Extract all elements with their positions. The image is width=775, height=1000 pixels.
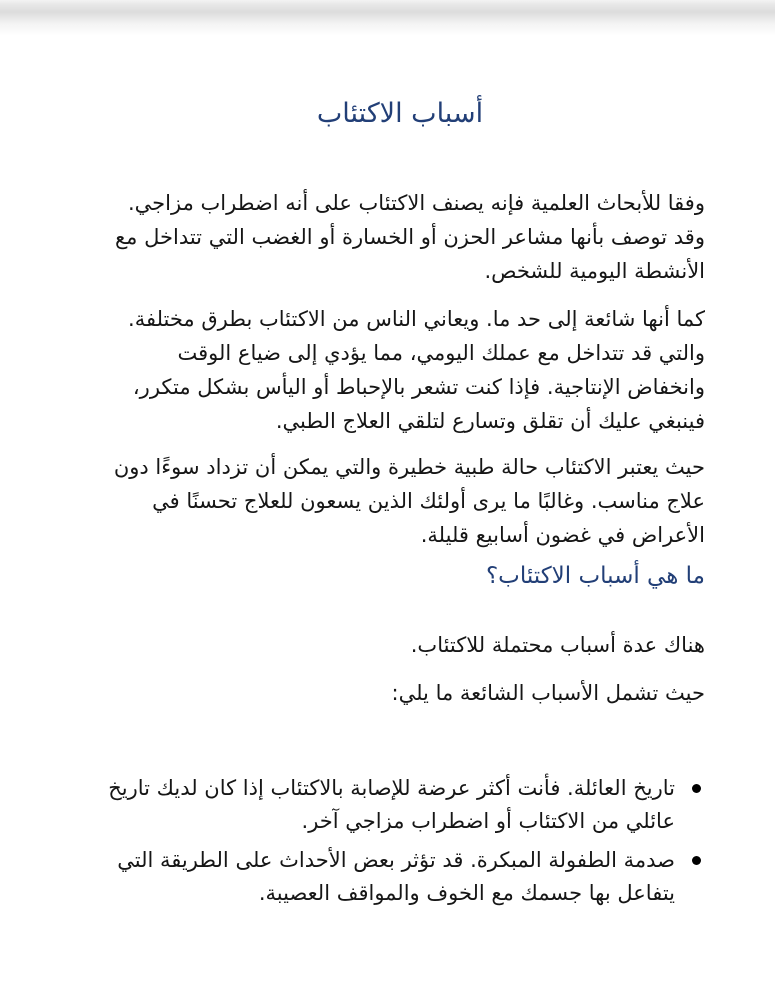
document-content (0, 92, 775, 910)
section-statement-2: حيث تشمل الأسباب الشائعة ما يلي: (391, 681, 705, 705)
section-heading-causes: ما هي أسباب الاكتئاب؟ (485, 563, 705, 589)
bullet-dot-icon (692, 856, 701, 865)
document-title: أسباب الاكتئاب (316, 98, 484, 129)
causes-bullet-list (95, 772, 705, 910)
section-statement-1: هناك عدة أسباب محتملة للاكتئاب. (410, 633, 705, 657)
bullet-dot-icon (692, 784, 701, 793)
intro-paragraph-2: كما أنها شائعة إلى حد ما. ويعاني الناس من الاكتئاب بطرق مختلفة. والتي قد تتداخل مع عملك اليومي، مما يؤدي إلى ضياع الوقت وانخفاض الإنتاجية. فإذا كنت تشعر بالإحباط أو اليأس بشكل متكرر، فينبغي عليك أن تقلق وتسارع لتلقي العلاج الطبي. (128, 307, 705, 433)
bullet-item-family-history (95, 772, 675, 838)
intro-paragraph-1: وفقا للأبحاث العلمية فإنه يصنف الاكتئاب على أنه اضطراب مزاجي. وقد توصف بأنها مشاعر الحزن أو الخسارة أو الغضب التي تتداخل مع الأنشطة اليومية للشخص. (115, 191, 705, 283)
scan-edge-shadow (0, 0, 775, 36)
bullet-item-text: تاريخ العائلة. فأنت أكثر عرضة للإصابة بالاكتئاب إذا كان لديك تاريخ عائلي من الاكتئاب أو اضطراب مزاجي آخر. (108, 776, 675, 833)
intro-paragraph-3: حيث يعتبر الاكتئاب حالة طبية خطيرة والتي يمكن أن تزداد سوءًا دون علاج مناسب. وغالبًا ما يرى أولئك الذين يسعون للعلاج تحسنًا في الأعراض في غضون أسابيع قليلة. (113, 455, 705, 547)
bullet-item-early-childhood-trauma (95, 844, 675, 910)
bullet-item-text: صدمة الطفولة المبكرة. قد تؤثر بعض الأحداث على الطريقة التي يتفاعل بها جسمك مع الخوف والمواقف العصيبة. (117, 848, 675, 905)
